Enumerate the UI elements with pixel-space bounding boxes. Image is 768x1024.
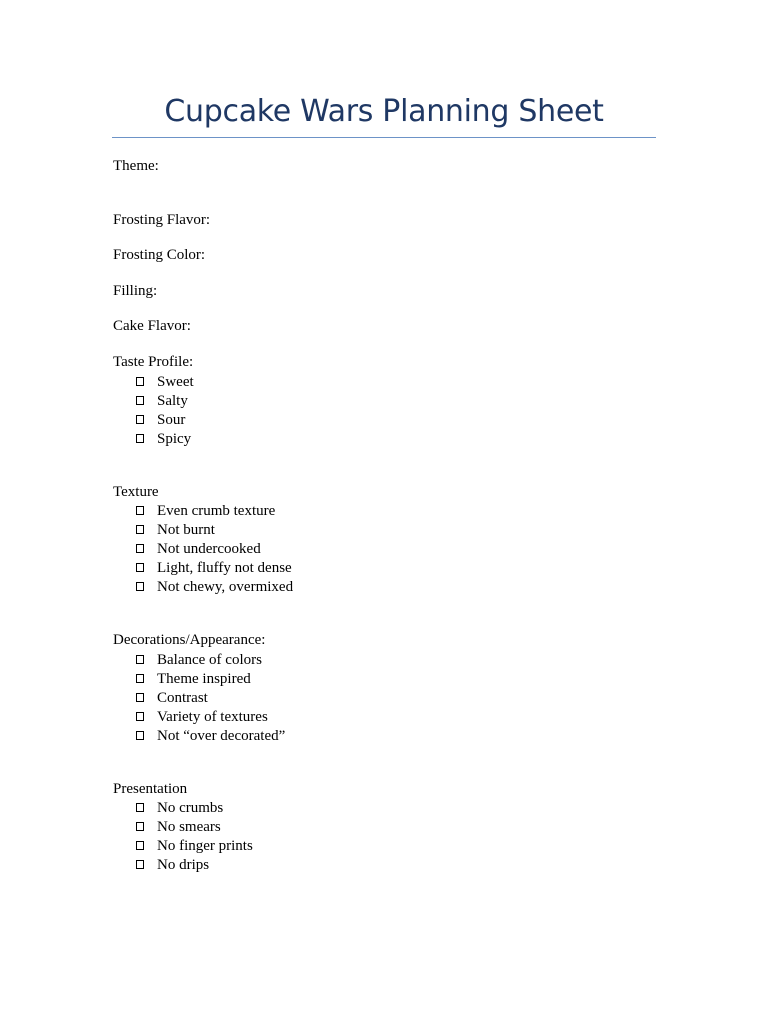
checklist-item bbox=[135, 798, 253, 817]
texture-checklist bbox=[135, 501, 293, 596]
checklist-item-label: Not “over decorated” bbox=[157, 727, 286, 744]
presentation-heading: Presentation bbox=[113, 781, 188, 797]
checklist-item-label: Contrast bbox=[157, 689, 208, 706]
checklist-item-label: Spicy bbox=[157, 430, 192, 447]
decorations-heading: Decorations/Appearance: bbox=[113, 632, 266, 648]
checklist-item-label: Sweet bbox=[157, 373, 194, 390]
frosting-color-label: Frosting Color: bbox=[113, 247, 206, 263]
checkbox-icon[interactable] bbox=[136, 841, 144, 850]
checklist-item-label: No crumbs bbox=[157, 799, 224, 816]
theme-label: Theme: bbox=[113, 158, 159, 174]
page-title: Cupcake Wars Planning Sheet bbox=[164, 94, 604, 129]
checklist-item bbox=[135, 539, 293, 558]
checklist-item bbox=[135, 707, 285, 726]
checkbox-icon[interactable] bbox=[136, 860, 144, 869]
cake-flavor-label: Cake Flavor: bbox=[113, 318, 191, 334]
checklist-item bbox=[135, 410, 194, 429]
checkbox-icon[interactable] bbox=[136, 712, 144, 721]
checkbox-icon[interactable] bbox=[136, 731, 144, 740]
checklist-item-label: Sour bbox=[157, 411, 186, 428]
checkbox-icon[interactable] bbox=[136, 803, 144, 812]
checkbox-icon[interactable] bbox=[136, 563, 144, 572]
checkbox-icon[interactable] bbox=[136, 544, 144, 553]
checkbox-icon[interactable] bbox=[136, 415, 144, 424]
checklist-item-label: Salty bbox=[157, 392, 188, 409]
checklist-item bbox=[135, 855, 253, 874]
checklist-item-label: Not undercooked bbox=[157, 540, 261, 557]
checklist-item bbox=[135, 429, 194, 448]
checkbox-icon[interactable] bbox=[136, 822, 144, 831]
taste-profile-checklist bbox=[135, 372, 194, 448]
checkbox-icon[interactable] bbox=[136, 525, 144, 534]
checklist-item-label: No smears bbox=[157, 818, 221, 835]
checkbox-icon[interactable] bbox=[136, 674, 144, 683]
checkbox-icon[interactable] bbox=[136, 693, 144, 702]
checklist-item-label: No finger prints bbox=[157, 837, 253, 854]
checklist-item-label: Not burnt bbox=[157, 521, 215, 538]
presentation-checklist bbox=[135, 798, 253, 874]
taste-profile-heading: Taste Profile: bbox=[113, 354, 194, 370]
checklist-item-label: Not chewy, overmixed bbox=[157, 578, 294, 595]
checklist-item-label: Even crumb texture bbox=[157, 502, 276, 519]
checklist-item bbox=[135, 577, 293, 596]
checkbox-icon[interactable] bbox=[136, 582, 144, 591]
checklist-item bbox=[135, 669, 285, 688]
checklist-item bbox=[135, 650, 285, 669]
checklist-item bbox=[135, 817, 253, 836]
checklist-item bbox=[135, 520, 293, 539]
checklist-item bbox=[135, 391, 194, 410]
checklist-item-label: Theme inspired bbox=[157, 670, 251, 687]
texture-heading: Texture bbox=[113, 484, 159, 500]
checklist-item-label: No drips bbox=[157, 856, 210, 873]
decorations-checklist bbox=[135, 650, 285, 745]
checklist-item-label: Light, fluffy not dense bbox=[157, 559, 292, 576]
checkbox-icon[interactable] bbox=[136, 377, 144, 386]
checklist-item-label: Variety of textures bbox=[157, 708, 268, 725]
checkbox-icon[interactable] bbox=[136, 506, 144, 515]
checklist-item bbox=[135, 372, 194, 391]
checkbox-icon[interactable] bbox=[136, 655, 144, 664]
checklist-item bbox=[135, 836, 253, 855]
checklist-item bbox=[135, 558, 293, 577]
frosting-flavor-label: Frosting Flavor: bbox=[113, 212, 211, 228]
checkbox-icon[interactable] bbox=[136, 396, 144, 405]
checklist-item-label: Balance of colors bbox=[157, 651, 262, 668]
checklist-item bbox=[135, 688, 285, 707]
title-underline bbox=[112, 137, 656, 138]
checklist-item bbox=[135, 726, 285, 745]
filling-label: Filling: bbox=[113, 283, 158, 299]
checkbox-icon[interactable] bbox=[136, 434, 144, 443]
checklist-item bbox=[135, 501, 293, 520]
